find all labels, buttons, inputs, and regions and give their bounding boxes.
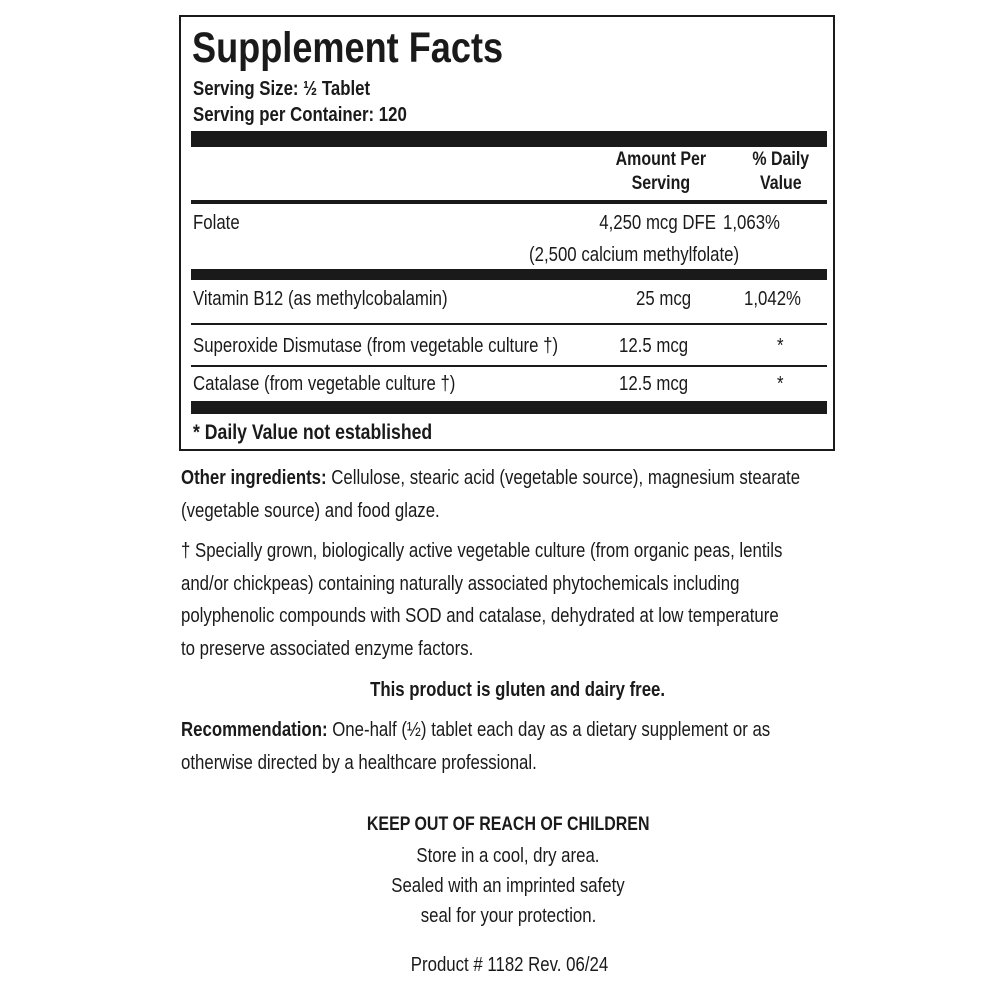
header-divider — [191, 200, 827, 204]
row-divider — [191, 323, 827, 325]
nutrient-dv-vitamin-b12: 1,042% — [744, 288, 801, 310]
culture-note-line-4: to preserve associated enzyme factors. — [181, 638, 474, 660]
safety-seal-line-2: seal for your protection. — [420, 905, 596, 927]
other-ingredients-text: Cellulose, stearic acid (vegetable source), magnesium stearate — [326, 467, 801, 489]
nutrient-note-folate: (2,500 calcium methylfolate) — [528, 244, 739, 266]
nutrient-name-catalase: Catalase (from vegetable culture †) — [193, 373, 456, 395]
daily-value-footnote: * Daily Value not established — [193, 421, 433, 444]
nutrient-amount-vitamin-b12: 25 mcg — [636, 288, 692, 310]
nutrient-name-folate: Folate — [193, 212, 240, 234]
gluten-dairy-free-statement: This product is gluten and dairy free. — [370, 679, 666, 701]
storage-instruction: Store in a cool, dry area. — [416, 845, 600, 867]
culture-note-line-1: † Specially grown, biologically active vegetable culture (from organic peas, lentils — [181, 540, 783, 562]
daily-value-header: % Daily Value — [752, 149, 810, 194]
supplement-facts-panel — [179, 15, 835, 451]
nutrient-amount-catalase: 12.5 mcg — [619, 373, 689, 395]
servings-per-container: Serving per Container: 120 — [193, 104, 407, 126]
culture-note-line-2: and/or chickpeas) containing naturally associated phytochemicals including — [181, 573, 740, 595]
other-ingredients-line-2: (vegetable source) and food glaze. — [181, 500, 440, 522]
nutrient-dv-superoxide-dismutase: * — [777, 335, 784, 357]
nutrient-name-vitamin-b12: Vitamin B12 (as methylcobalamin) — [193, 288, 448, 310]
nutrient-amount-superoxide-dismutase: 12.5 mcg — [619, 335, 689, 357]
safety-seal-line-1: Sealed with an imprinted safety — [391, 875, 625, 897]
keep-out-of-reach-warning: KEEP OUT OF REACH OF CHILDREN — [366, 814, 650, 835]
recommendation-label: Recommendation: — [181, 719, 328, 741]
nutrient-amount-folate: 4,250 mcg DFE — [599, 212, 716, 234]
other-ingredients-line-1 — [181, 468, 918, 488]
recommendation-line-2: otherwise directed by a healthcare professional. — [181, 752, 537, 774]
recommendation-text: One-half (½) tablet each day as a dietary supplement or as — [327, 719, 771, 741]
row-divider — [191, 365, 827, 367]
other-ingredients-label: Other ingredients: — [181, 467, 327, 489]
thick-divider — [191, 401, 827, 414]
recommendation-line-1 — [181, 720, 882, 740]
facts-title: Supplement Facts — [192, 24, 504, 72]
nutrient-dv-catalase: * — [777, 373, 784, 395]
nutrient-dv-folate: 1,063% — [723, 212, 780, 234]
nutrient-name-superoxide-dismutase: Superoxide Dismutase (from vegetable culture †) — [193, 335, 559, 357]
thick-divider — [191, 269, 827, 280]
amount-per-serving-header: Amount Per Serving — [615, 149, 707, 194]
serving-size: Serving Size: ½ Tablet — [193, 78, 371, 100]
culture-note-line-3: polyphenolic compounds with SOD and catalase, dehydrated at low temperature — [181, 605, 779, 627]
product-number-revision: Product # 1182 Rev. 06/24 — [410, 954, 608, 976]
thick-divider — [191, 131, 827, 147]
